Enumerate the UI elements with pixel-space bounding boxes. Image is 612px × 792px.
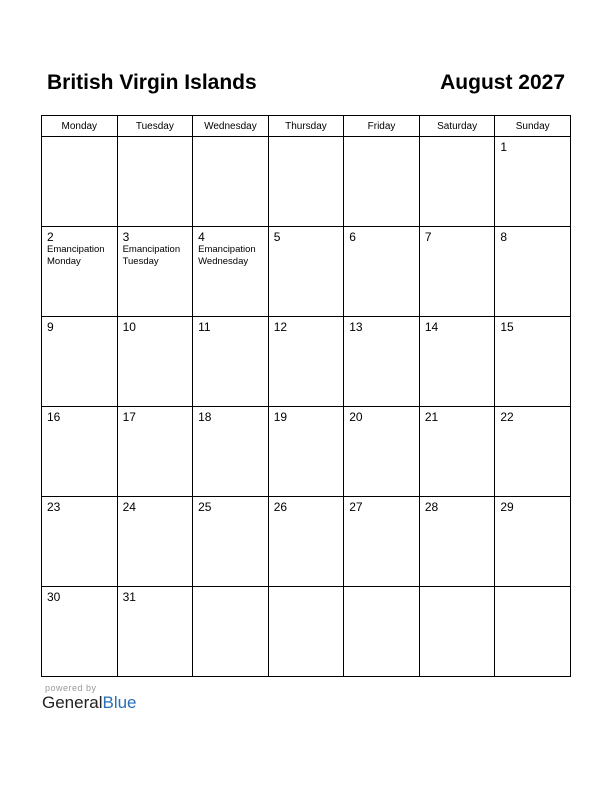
calendar-day-cell	[495, 407, 571, 497]
weekday-wednesday: Wednesday	[193, 116, 269, 137]
brand-blue-text: Blue	[102, 693, 137, 712]
day-number: 14	[424, 320, 439, 334]
day-number: 21	[424, 410, 439, 424]
weekday-thursday: Thursday	[268, 116, 344, 137]
calendar-day-cell	[268, 587, 344, 677]
calendar-week-row	[42, 137, 571, 227]
day-number: 29	[500, 500, 514, 514]
day-number: 31	[122, 590, 136, 604]
generalblue-logo[interactable]	[42, 693, 137, 713]
weekday-sunday: Sunday	[495, 116, 571, 137]
weekday-monday: Monday	[42, 116, 118, 137]
day-number: 22	[500, 410, 514, 424]
calendar-day-cell	[419, 497, 495, 587]
day-number: 20	[349, 410, 363, 424]
calendar-grid	[41, 115, 571, 677]
calendar-country-title: British Virgin Islands	[47, 71, 257, 94]
calendar-day-cell	[42, 497, 118, 587]
weekday-saturday: Saturday	[419, 116, 495, 137]
day-number: 27	[349, 500, 363, 514]
day-number: 10	[122, 320, 136, 334]
calendar-day-cell	[268, 137, 344, 227]
day-number: 12	[273, 320, 288, 334]
powered-by-label: powered by	[45, 683, 97, 693]
calendar-day-cell	[495, 317, 571, 407]
calendar-day-cell	[117, 587, 193, 677]
day-number: 11	[198, 320, 211, 334]
brand-general-text: General	[42, 693, 103, 712]
day-number: 15	[500, 320, 514, 334]
calendar-day-cell	[193, 137, 269, 227]
day-number: 28	[424, 500, 439, 514]
calendar-day-cell	[117, 317, 193, 407]
day-number: 3	[122, 230, 130, 244]
day-number: 13	[349, 320, 363, 334]
day-number: 24	[122, 500, 136, 514]
day-number: 19	[273, 410, 288, 424]
calendar-day-cell	[419, 407, 495, 497]
day-number: 26	[273, 500, 288, 514]
day-number: 30	[47, 590, 61, 604]
day-number: 6	[349, 230, 356, 244]
calendar-week-row	[42, 227, 571, 317]
day-number: 16	[47, 410, 61, 424]
weekday-header-row	[42, 116, 571, 137]
calendar-day-cell	[268, 407, 344, 497]
calendar-day-cell	[495, 227, 571, 317]
calendar-day-cell	[193, 407, 269, 497]
calendar-day-cell	[344, 497, 420, 587]
calendar-day-cell	[117, 137, 193, 227]
calendar-month-title: August 2027	[440, 71, 565, 94]
calendar-day-cell	[344, 317, 420, 407]
calendar-day-cell	[193, 227, 269, 317]
weekday-friday: Friday	[344, 116, 420, 137]
calendar-day-cell	[193, 587, 269, 677]
calendar-week-row	[42, 497, 571, 587]
weekday-tuesday: Tuesday	[117, 116, 193, 137]
calendar-day-cell	[42, 317, 118, 407]
calendar-day-cell	[193, 497, 269, 587]
calendar-week-row	[42, 407, 571, 497]
day-number: 23	[47, 500, 61, 514]
holiday-label: Emancipation Tuesday	[122, 244, 181, 267]
calendar-day-cell	[42, 137, 118, 227]
calendar-body	[42, 137, 571, 677]
day-number: 4	[198, 230, 205, 244]
calendar-day-cell	[117, 407, 193, 497]
day-number: 2	[47, 230, 54, 244]
calendar-day-cell	[193, 317, 269, 407]
day-number: 25	[198, 500, 212, 514]
calendar-day-cell	[344, 407, 420, 497]
calendar-day-cell	[344, 587, 420, 677]
calendar-day-cell	[344, 227, 420, 317]
day-number: 5	[273, 230, 281, 244]
holiday-label: Emancipation Wednesday	[198, 244, 256, 267]
day-number: 7	[424, 230, 432, 244]
calendar-day-cell	[117, 227, 193, 317]
day-number: 1	[500, 140, 508, 154]
calendar-day-cell	[495, 587, 571, 677]
calendar-day-cell	[117, 497, 193, 587]
calendar-day-cell	[495, 497, 571, 587]
calendar-day-cell	[419, 137, 495, 227]
day-number: 18	[198, 410, 212, 424]
calendar-day-cell	[419, 587, 495, 677]
calendar-day-cell	[42, 407, 118, 497]
calendar-day-cell	[42, 587, 118, 677]
calendar-week-row	[42, 317, 571, 407]
day-number: 8	[500, 230, 508, 244]
calendar-day-cell	[268, 317, 344, 407]
calendar-day-cell	[268, 227, 344, 317]
calendar-day-cell	[268, 497, 344, 587]
calendar-day-cell	[344, 137, 420, 227]
holiday-label: Emancipation Monday	[47, 244, 105, 267]
day-number: 9	[47, 320, 54, 334]
calendar-day-cell	[495, 137, 571, 227]
calendar-week-row	[42, 587, 571, 677]
calendar-day-cell	[419, 317, 495, 407]
calendar-day-cell	[419, 227, 495, 317]
calendar-day-cell	[42, 227, 118, 317]
day-number: 17	[122, 410, 136, 424]
